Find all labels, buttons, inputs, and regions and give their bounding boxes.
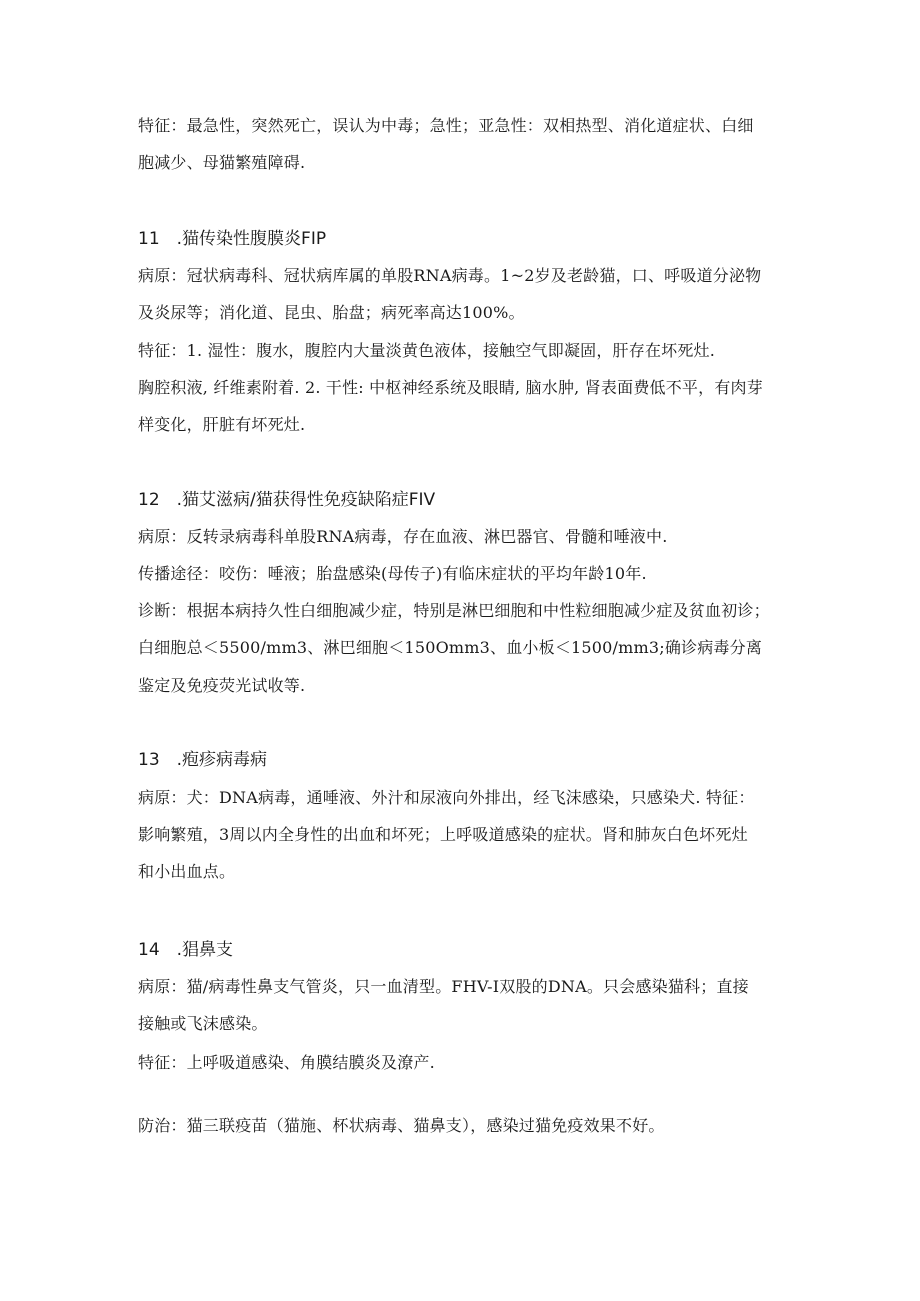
section-heading-14: 14 .猖鼻支	[138, 940, 234, 960]
section-12-line-4: 白细胞总＜5500∕mm3、淋巴细胞＜150Omm3、血小板＜1500∕mm3;确诊病毒分离	[138, 638, 763, 657]
section-11-line-2: 及炎尿等；消化道、昆虫、胎盘；病死率高达100%。	[138, 303, 525, 322]
section-11-line-3: 特征：1. 湿性：腹水，腹腔内大量淡黄色液体，接触空气即凝固，肝存在坏死灶.	[138, 341, 716, 360]
intro-line-2: 胞减少、母猫繁殖障碍.	[138, 153, 306, 172]
section-13-line-1: 病原：犬：DNA病毒，通唾液、外汁和尿液向外排出，经飞沫感染，只感染犬. 特征：	[138, 788, 755, 807]
section-11-line-4: 胸腔积液, 纤维素附着. 2. 干性: 中枢神经系统及眼睛, 脑水肿, 肾表面费低不平，有肉芽	[138, 378, 763, 397]
section-11-line-5: 样变化，肝脏有坏死灶.	[138, 415, 306, 434]
section-12-line-2: 传播途径：咬伤：唾液；胎盘感染(母传子)有临床症状的平均年龄10年.	[138, 564, 647, 583]
footer-prevention-line: 防治：猫三联疫苗（猫施、杯状病毒、猫鼻支），感染过猫免疫效果不好。	[138, 1116, 665, 1135]
section-12-line-5: 鉴定及免疫荧光试收等.	[138, 676, 306, 695]
section-12-line-3: 诊断：根据本病持久性白细胞减少症，特别是淋巴细胞和中性粒细胞减少症及贫血初诊；	[138, 601, 770, 620]
section-11-line-1: 病原：冠状病毒科、冠状病库属的单股RNA病毒。1~2岁及老龄猫，口、呼吸道分泌物	[138, 266, 762, 285]
section-heading-12: 12 .猫艾滋病/猫获得性免疫缺陷症FIV	[138, 490, 436, 510]
section-13-line-3: 和小出血点。	[138, 862, 236, 881]
section-13-line-2: 影响繁殖，3周以内全身性的出血和坏死；上呼吸道感染的症状。肾和肺灰白色坏死灶	[138, 825, 748, 844]
section-14-line-1: 病原：猫/病毒性鼻支气管炎，只一血清型。FHV-I双股的DNA。只会感染猫科；直接	[138, 977, 749, 996]
section-heading-11: 11 .猫传染性腹膜炎FIP	[138, 229, 327, 249]
section-heading-13: 13 .疱疹病毒病	[138, 750, 268, 770]
intro-line-1: 特征：最急性，突然死亡，误认为中毒；急性；亚急性：双相热型、消化道症状、白细	[138, 116, 754, 135]
section-14-line-2: 接触或飞沫感染。	[138, 1014, 268, 1033]
section-14-line-3: 特征：上呼吸道感染、角膜结膜炎及潦产.	[138, 1053, 435, 1072]
section-12-line-1: 病原：反转录病毒科单股RNA病毒，存在血液、淋巴器官、骨髓和唾液中.	[138, 527, 668, 546]
